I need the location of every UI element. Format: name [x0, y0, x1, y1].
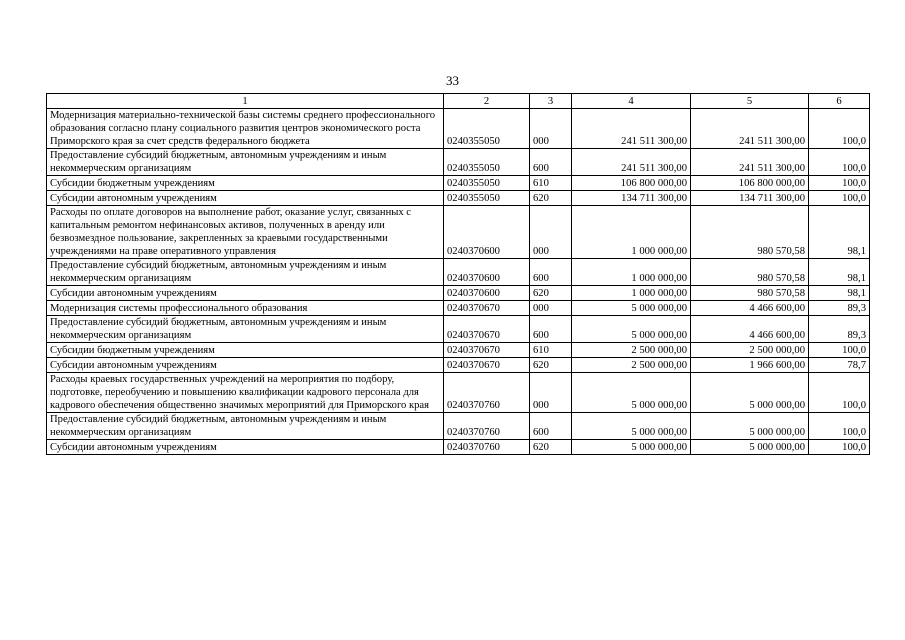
page-number: 33	[446, 73, 459, 88]
header-col-6: 6	[809, 94, 870, 109]
table-row	[47, 206, 870, 259]
row-executed-amount: 980 570,58	[691, 206, 809, 259]
table-row	[47, 373, 870, 413]
row-approved-amount: 1 000 000,00	[572, 259, 691, 286]
row-code: 0240370760	[444, 373, 530, 413]
row-percent: 100,0	[809, 109, 870, 149]
row-executed-amount: 4 466 600,00	[691, 316, 809, 343]
row-executed-amount: 980 570,58	[691, 259, 809, 286]
budget-table	[46, 93, 870, 455]
row-name: Субсидии бюджетным учреждениям	[47, 343, 444, 358]
row-percent: 100,0	[809, 176, 870, 191]
row-expense-type: 600	[530, 316, 572, 343]
row-percent: 98,1	[809, 206, 870, 259]
row-name: Модернизация системы профессионального образования	[47, 301, 444, 316]
table-row	[47, 316, 870, 343]
table-row	[47, 413, 870, 440]
row-executed-amount: 5 000 000,00	[691, 373, 809, 413]
row-approved-amount: 2 500 000,00	[572, 358, 691, 373]
row-percent: 100,0	[809, 413, 870, 440]
header-col-4: 4	[572, 94, 691, 109]
row-name: Предоставление субсидий бюджетным, автономным учреждениям и иным некоммерческим организациям	[47, 316, 444, 343]
header-row	[47, 94, 870, 109]
row-name: Субсидии автономным учреждениям	[47, 191, 444, 206]
row-percent: 89,3	[809, 301, 870, 316]
row-code: 0240355050	[444, 176, 530, 191]
row-name: Предоставление субсидий бюджетным, автономным учреждениям и иным некоммерческим организациям	[47, 149, 444, 176]
row-expense-type: 600	[530, 259, 572, 286]
row-approved-amount: 5 000 000,00	[572, 301, 691, 316]
row-name: Предоставление субсидий бюджетным, автономным учреждениям и иным некоммерческим организациям	[47, 259, 444, 286]
row-executed-amount: 1 966 600,00	[691, 358, 809, 373]
row-name: Расходы краевых государственных учреждений на мероприятия по подбору, подготовке, переобучению и повышению квалификации кадрового персонала для кадрового обеспечения общественно значимых мероприятий для Приморского края	[47, 373, 444, 413]
row-code: 0240355050	[444, 109, 530, 149]
table-row	[47, 301, 870, 316]
row-name: Субсидии автономным учреждениям	[47, 440, 444, 455]
row-percent: 98,1	[809, 286, 870, 301]
row-code: 0240370760	[444, 440, 530, 455]
row-code: 0240370600	[444, 259, 530, 286]
row-approved-amount: 106 800 000,00	[572, 176, 691, 191]
table-row	[47, 109, 870, 149]
row-executed-amount: 134 711 300,00	[691, 191, 809, 206]
row-expense-type: 620	[530, 286, 572, 301]
row-percent: 100,0	[809, 373, 870, 413]
row-approved-amount: 241 511 300,00	[572, 149, 691, 176]
header-col-1: 1	[47, 94, 444, 109]
row-code: 0240355050	[444, 191, 530, 206]
row-expense-type: 600	[530, 413, 572, 440]
row-name: Субсидии автономным учреждениям	[47, 286, 444, 301]
row-percent: 100,0	[809, 191, 870, 206]
row-executed-amount: 4 466 600,00	[691, 301, 809, 316]
row-executed-amount: 980 570,58	[691, 286, 809, 301]
row-code: 0240370670	[444, 301, 530, 316]
table-row	[47, 440, 870, 455]
header-col-5: 5	[691, 94, 809, 109]
row-expense-type: 620	[530, 191, 572, 206]
table-row	[47, 176, 870, 191]
row-executed-amount: 241 511 300,00	[691, 109, 809, 149]
row-approved-amount: 1 000 000,00	[572, 286, 691, 301]
row-percent: 98,1	[809, 259, 870, 286]
row-name: Расходы по оплате договоров на выполнение работ, оказание услуг, связанных с капитальным ремонтом нефинансовых активов, полученных в аренду или безвозмездное пользование, закрепленных за краевыми государственными учреждениями на праве оперативного управления	[47, 206, 444, 259]
row-expense-type: 620	[530, 358, 572, 373]
row-name: Предоставление субсидий бюджетным, автономным учреждениям и иным некоммерческим организациям	[47, 413, 444, 440]
row-name: Субсидии автономным учреждениям	[47, 358, 444, 373]
row-percent: 78,7	[809, 358, 870, 373]
row-expense-type: 610	[530, 343, 572, 358]
row-percent: 100,0	[809, 343, 870, 358]
header-col-2: 2	[444, 94, 530, 109]
row-expense-type: 000	[530, 373, 572, 413]
row-approved-amount: 241 511 300,00	[572, 109, 691, 149]
row-expense-type: 620	[530, 440, 572, 455]
row-code: 0240370600	[444, 286, 530, 301]
row-approved-amount: 5 000 000,00	[572, 316, 691, 343]
row-name: Субсидии бюджетным учреждениям	[47, 176, 444, 191]
row-approved-amount: 5 000 000,00	[572, 413, 691, 440]
row-approved-amount: 5 000 000,00	[572, 373, 691, 413]
row-percent: 89,3	[809, 316, 870, 343]
row-code: 0240370670	[444, 343, 530, 358]
row-expense-type: 000	[530, 301, 572, 316]
table-body	[47, 109, 870, 455]
table-row	[47, 358, 870, 373]
row-code: 0240370600	[444, 206, 530, 259]
row-approved-amount: 5 000 000,00	[572, 440, 691, 455]
header-col-3: 3	[530, 94, 572, 109]
row-executed-amount: 5 000 000,00	[691, 440, 809, 455]
row-executed-amount: 106 800 000,00	[691, 176, 809, 191]
row-approved-amount: 2 500 000,00	[572, 343, 691, 358]
table-row	[47, 286, 870, 301]
table-row	[47, 191, 870, 206]
table-row	[47, 149, 870, 176]
table-row	[47, 343, 870, 358]
row-expense-type: 600	[530, 149, 572, 176]
row-executed-amount: 241 511 300,00	[691, 149, 809, 176]
row-expense-type: 000	[530, 109, 572, 149]
row-approved-amount: 134 711 300,00	[572, 191, 691, 206]
row-code: 0240355050	[444, 149, 530, 176]
row-code: 0240370670	[444, 316, 530, 343]
table-row	[47, 259, 870, 286]
row-name: Модернизация материально-технической базы системы среднего профессионального образования согласно плану социального развития центров экономического роста Приморского края за счет средств федерального бюджета	[47, 109, 444, 149]
row-code: 0240370670	[444, 358, 530, 373]
row-approved-amount: 1 000 000,00	[572, 206, 691, 259]
row-percent: 100,0	[809, 149, 870, 176]
row-code: 0240370760	[444, 413, 530, 440]
row-executed-amount: 2 500 000,00	[691, 343, 809, 358]
row-percent: 100,0	[809, 440, 870, 455]
row-executed-amount: 5 000 000,00	[691, 413, 809, 440]
row-expense-type: 000	[530, 206, 572, 259]
row-expense-type: 610	[530, 176, 572, 191]
